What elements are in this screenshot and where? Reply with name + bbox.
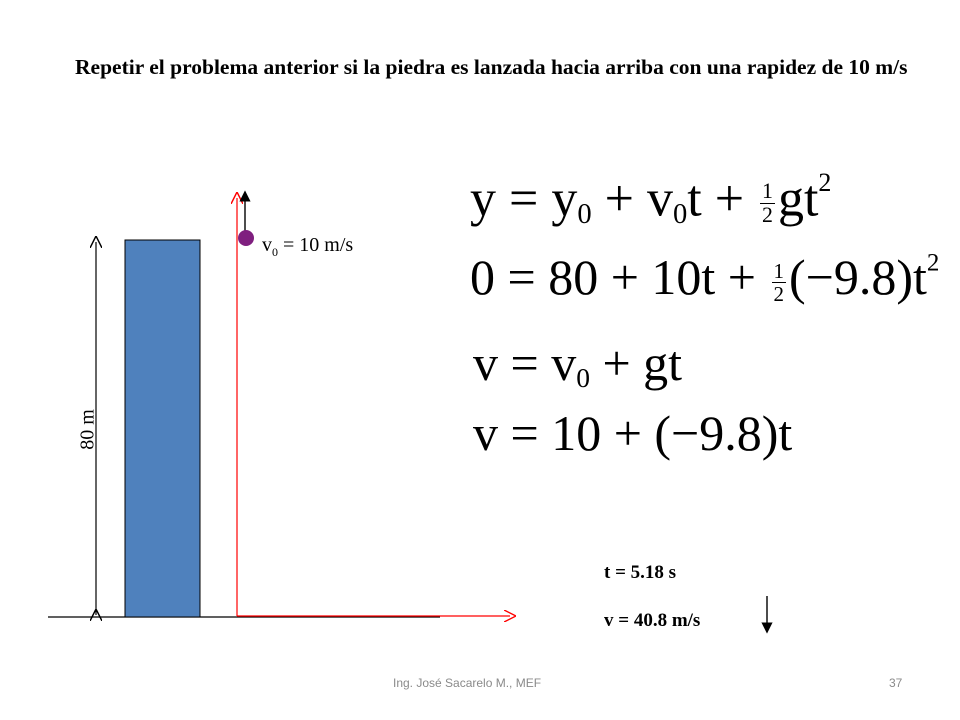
slide-title: Repetir el problema anterior si la piedra es lanzada hacia arriba con una rapidez de 10 m/s bbox=[75, 55, 908, 79]
equation-position-general: $y = y_0 + v_0t$ + $\frac{1}{2}$ $gt^2$ bbox=[470, 168, 832, 230]
footer-author: Ing. José Sacarelo M., MEF bbox=[393, 676, 542, 690]
height-label: 80 m bbox=[76, 409, 99, 450]
v0-label: $v_0 = 10$ m/s bbox=[262, 234, 354, 259]
stone bbox=[238, 230, 254, 246]
building bbox=[125, 240, 200, 617]
footer-page-number: 37 bbox=[889, 676, 903, 690]
equation-velocity-numeric: v = 10 + (−9.8)t bbox=[473, 405, 793, 461]
result-time: t = 5.18 s bbox=[604, 562, 677, 583]
equation-velocity-general: $v = v_0$ + gt bbox=[473, 335, 683, 393]
equation-position-numeric: 0 = 80 + 10t + $\frac{1}{2}$ $(-9.8)t^2$ bbox=[470, 249, 940, 307]
result-velocity: v = 40.8 m/s bbox=[604, 610, 701, 631]
